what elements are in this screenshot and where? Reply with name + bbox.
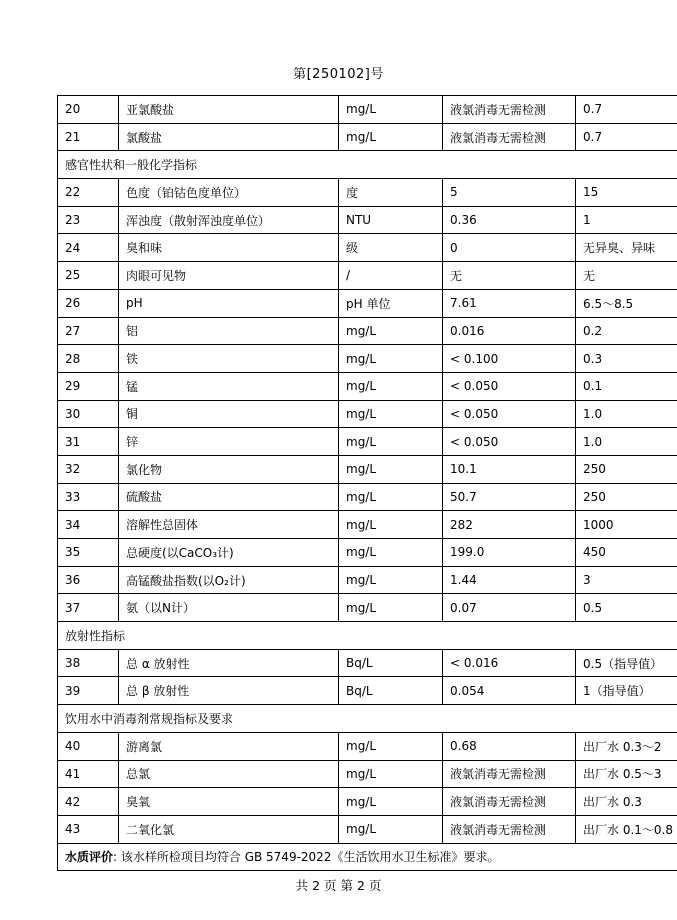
limit-value: 0.7 bbox=[576, 123, 677, 151]
row-number: 41 bbox=[58, 760, 119, 788]
table-row bbox=[58, 289, 677, 317]
table-row bbox=[58, 455, 677, 483]
limit-value: 250 bbox=[576, 483, 677, 511]
indicator-name: 锰 bbox=[119, 372, 339, 400]
indicator-name: 氯酸盐 bbox=[119, 123, 339, 151]
indicator-name: 浑浊度（散射浑浊度单位） bbox=[119, 206, 339, 234]
row-number: 38 bbox=[58, 649, 119, 677]
result-value: 0.07 bbox=[443, 594, 576, 622]
table-row bbox=[58, 732, 677, 760]
table-row bbox=[58, 566, 677, 594]
indicator-unit: mg/L bbox=[339, 455, 443, 483]
result-value: 10.1 bbox=[443, 455, 576, 483]
result-value: < 0.050 bbox=[443, 428, 576, 456]
indicator-unit: mg/L bbox=[339, 428, 443, 456]
indicator-unit: mg/L bbox=[339, 539, 443, 567]
indicator-unit: mg/L bbox=[339, 566, 443, 594]
indicator-unit: mg/L bbox=[339, 594, 443, 622]
result-value: 0 bbox=[443, 234, 576, 262]
indicator-name: 氯化物 bbox=[119, 455, 339, 483]
indicator-name: 总硬度(以CaCO₃计) bbox=[119, 539, 339, 567]
table-row bbox=[58, 788, 677, 816]
result-value: 无 bbox=[443, 262, 576, 290]
indicator-name: 硫酸盐 bbox=[119, 483, 339, 511]
row-number: 33 bbox=[58, 483, 119, 511]
result-value: 0.36 bbox=[443, 206, 576, 234]
row-number: 37 bbox=[58, 594, 119, 622]
result-value: 液氯消毒无需检测 bbox=[443, 815, 576, 843]
limit-value: 0.1 bbox=[576, 372, 677, 400]
row-number: 35 bbox=[58, 539, 119, 567]
section-title: 饮用水中消毒剂常规指标及要求 bbox=[58, 705, 677, 733]
indicator-name: 总氯 bbox=[119, 760, 339, 788]
row-number: 21 bbox=[58, 123, 119, 151]
table-row bbox=[58, 345, 677, 373]
row-number: 25 bbox=[58, 262, 119, 290]
indicator-unit: mg/L bbox=[339, 317, 443, 345]
page-indicator: 共 2 页 第 2 页 bbox=[295, 878, 382, 894]
limit-value: 450 bbox=[576, 539, 677, 567]
table-row bbox=[58, 649, 677, 677]
row-number: 36 bbox=[58, 566, 119, 594]
indicator-name: 臭和味 bbox=[119, 234, 339, 262]
result-value: 液氯消毒无需检测 bbox=[443, 760, 576, 788]
indicator-name: 亚氯酸盐 bbox=[119, 96, 339, 124]
limit-value: 1 bbox=[576, 206, 677, 234]
row-number: 34 bbox=[58, 511, 119, 539]
result-value: < 0.050 bbox=[443, 372, 576, 400]
row-number: 26 bbox=[58, 289, 119, 317]
indicator-name: 总 β 放射性 bbox=[119, 677, 339, 705]
limit-value: 出厂水 0.1～0.8 bbox=[576, 815, 677, 843]
result-value: < 0.050 bbox=[443, 400, 576, 428]
water-quality-table-body bbox=[58, 96, 677, 871]
indicator-name: 铁 bbox=[119, 345, 339, 373]
indicator-name: 铝 bbox=[119, 317, 339, 345]
limit-value: 1（指导值） bbox=[576, 677, 677, 705]
indicator-name: 色度（铂钴色度单位） bbox=[119, 179, 339, 207]
evaluation-text: : 该水样所检项目均符合 GB 5749-2022《生活饮用水卫生标准》要求。 bbox=[113, 850, 500, 865]
result-value: 液氯消毒无需检测 bbox=[443, 788, 576, 816]
indicator-unit: 度 bbox=[339, 179, 443, 207]
row-number: 27 bbox=[58, 317, 119, 345]
indicator-unit: mg/L bbox=[339, 815, 443, 843]
row-number: 39 bbox=[58, 677, 119, 705]
limit-value: 250 bbox=[576, 455, 677, 483]
indicator-name: 锌 bbox=[119, 428, 339, 456]
indicator-unit: Bq/L bbox=[339, 649, 443, 677]
indicator-name: 臭氧 bbox=[119, 788, 339, 816]
limit-value: 0.3 bbox=[576, 345, 677, 373]
limit-value: 出厂水 0.3～2 bbox=[576, 732, 677, 760]
limit-value: 0.5（指导值） bbox=[576, 649, 677, 677]
table-row bbox=[58, 123, 677, 151]
indicator-unit: / bbox=[339, 262, 443, 290]
table-row bbox=[58, 179, 677, 207]
indicator-unit: Bq/L bbox=[339, 677, 443, 705]
indicator-name: 二氧化氯 bbox=[119, 815, 339, 843]
table-row bbox=[58, 677, 677, 705]
document-number: 第[250102]号 bbox=[293, 67, 384, 82]
section-row bbox=[58, 622, 677, 650]
indicator-name: 总 α 放射性 bbox=[119, 649, 339, 677]
result-value: 7.61 bbox=[443, 289, 576, 317]
limit-value: 0.2 bbox=[576, 317, 677, 345]
indicator-unit: mg/L bbox=[339, 511, 443, 539]
result-value: 1.44 bbox=[443, 566, 576, 594]
row-number: 23 bbox=[58, 206, 119, 234]
result-value: 199.0 bbox=[443, 539, 576, 567]
result-value: < 0.100 bbox=[443, 345, 576, 373]
limit-value: 15 bbox=[576, 179, 677, 207]
row-number: 28 bbox=[58, 345, 119, 373]
table-row bbox=[58, 262, 677, 290]
section-row bbox=[58, 705, 677, 733]
indicator-name: 铜 bbox=[119, 400, 339, 428]
section-title: 放射性指标 bbox=[58, 622, 677, 650]
section-title: 感官性状和一般化学指标 bbox=[58, 151, 677, 179]
table-row bbox=[58, 483, 677, 511]
table-row bbox=[58, 428, 677, 456]
indicator-unit: mg/L bbox=[339, 96, 443, 124]
result-value: 0.68 bbox=[443, 732, 576, 760]
indicator-name: 游离氯 bbox=[119, 732, 339, 760]
table-row bbox=[58, 206, 677, 234]
indicator-name: 肉眼可见物 bbox=[119, 262, 339, 290]
row-number: 42 bbox=[58, 788, 119, 816]
indicator-name: 氨（以N计） bbox=[119, 594, 339, 622]
result-value: 50.7 bbox=[443, 483, 576, 511]
limit-value: 无异臭、异味 bbox=[576, 234, 677, 262]
indicator-unit: mg/L bbox=[339, 760, 443, 788]
section-row bbox=[58, 151, 677, 179]
limit-value: 无 bbox=[576, 262, 677, 290]
table-row bbox=[58, 539, 677, 567]
limit-value: 6.5～8.5 bbox=[576, 289, 677, 317]
row-number: 29 bbox=[58, 372, 119, 400]
indicator-unit: mg/L bbox=[339, 400, 443, 428]
table-row bbox=[58, 96, 677, 124]
indicator-unit: NTU bbox=[339, 206, 443, 234]
row-number: 32 bbox=[58, 455, 119, 483]
indicator-unit: mg/L bbox=[339, 345, 443, 373]
row-number: 43 bbox=[58, 815, 119, 843]
row-number: 31 bbox=[58, 428, 119, 456]
indicator-unit: pH 单位 bbox=[339, 289, 443, 317]
result-value: < 0.016 bbox=[443, 649, 576, 677]
table-row bbox=[58, 317, 677, 345]
indicator-name: pH bbox=[119, 289, 339, 317]
row-number: 30 bbox=[58, 400, 119, 428]
indicator-unit: mg/L bbox=[339, 788, 443, 816]
indicator-name: 溶解性总固体 bbox=[119, 511, 339, 539]
limit-value: 出厂水 0.3 bbox=[576, 788, 677, 816]
result-value: 282 bbox=[443, 511, 576, 539]
table-row bbox=[58, 760, 677, 788]
table-row bbox=[58, 400, 677, 428]
table-row bbox=[58, 511, 677, 539]
limit-value: 1.0 bbox=[576, 428, 677, 456]
table-row bbox=[58, 234, 677, 262]
limit-value: 3 bbox=[576, 566, 677, 594]
indicator-unit: mg/L bbox=[339, 372, 443, 400]
result-value: 液氯消毒无需检测 bbox=[443, 123, 576, 151]
evaluation-row bbox=[58, 843, 677, 871]
indicator-unit: 级 bbox=[339, 234, 443, 262]
row-number: 24 bbox=[58, 234, 119, 262]
indicator-unit: mg/L bbox=[339, 732, 443, 760]
limit-value: 1000 bbox=[576, 511, 677, 539]
row-number: 40 bbox=[58, 732, 119, 760]
row-number: 22 bbox=[58, 179, 119, 207]
result-value: 5 bbox=[443, 179, 576, 207]
result-value: 0.054 bbox=[443, 677, 576, 705]
indicator-unit: mg/L bbox=[339, 123, 443, 151]
result-value: 液氯消毒无需检测 bbox=[443, 96, 576, 124]
indicator-name: 高锰酸盐指数(以O₂计) bbox=[119, 566, 339, 594]
table-row bbox=[58, 815, 677, 843]
limit-value: 出厂水 0.5～3 bbox=[576, 760, 677, 788]
result-value: 0.016 bbox=[443, 317, 576, 345]
water-quality-table bbox=[57, 95, 677, 871]
limit-value: 0.7 bbox=[576, 96, 677, 124]
evaluation-label: 水质评价 bbox=[65, 850, 114, 865]
limit-value: 1.0 bbox=[576, 400, 677, 428]
row-number: 20 bbox=[58, 96, 119, 124]
indicator-unit: mg/L bbox=[339, 483, 443, 511]
table-row bbox=[58, 594, 677, 622]
table-row bbox=[58, 372, 677, 400]
limit-value: 0.5 bbox=[576, 594, 677, 622]
